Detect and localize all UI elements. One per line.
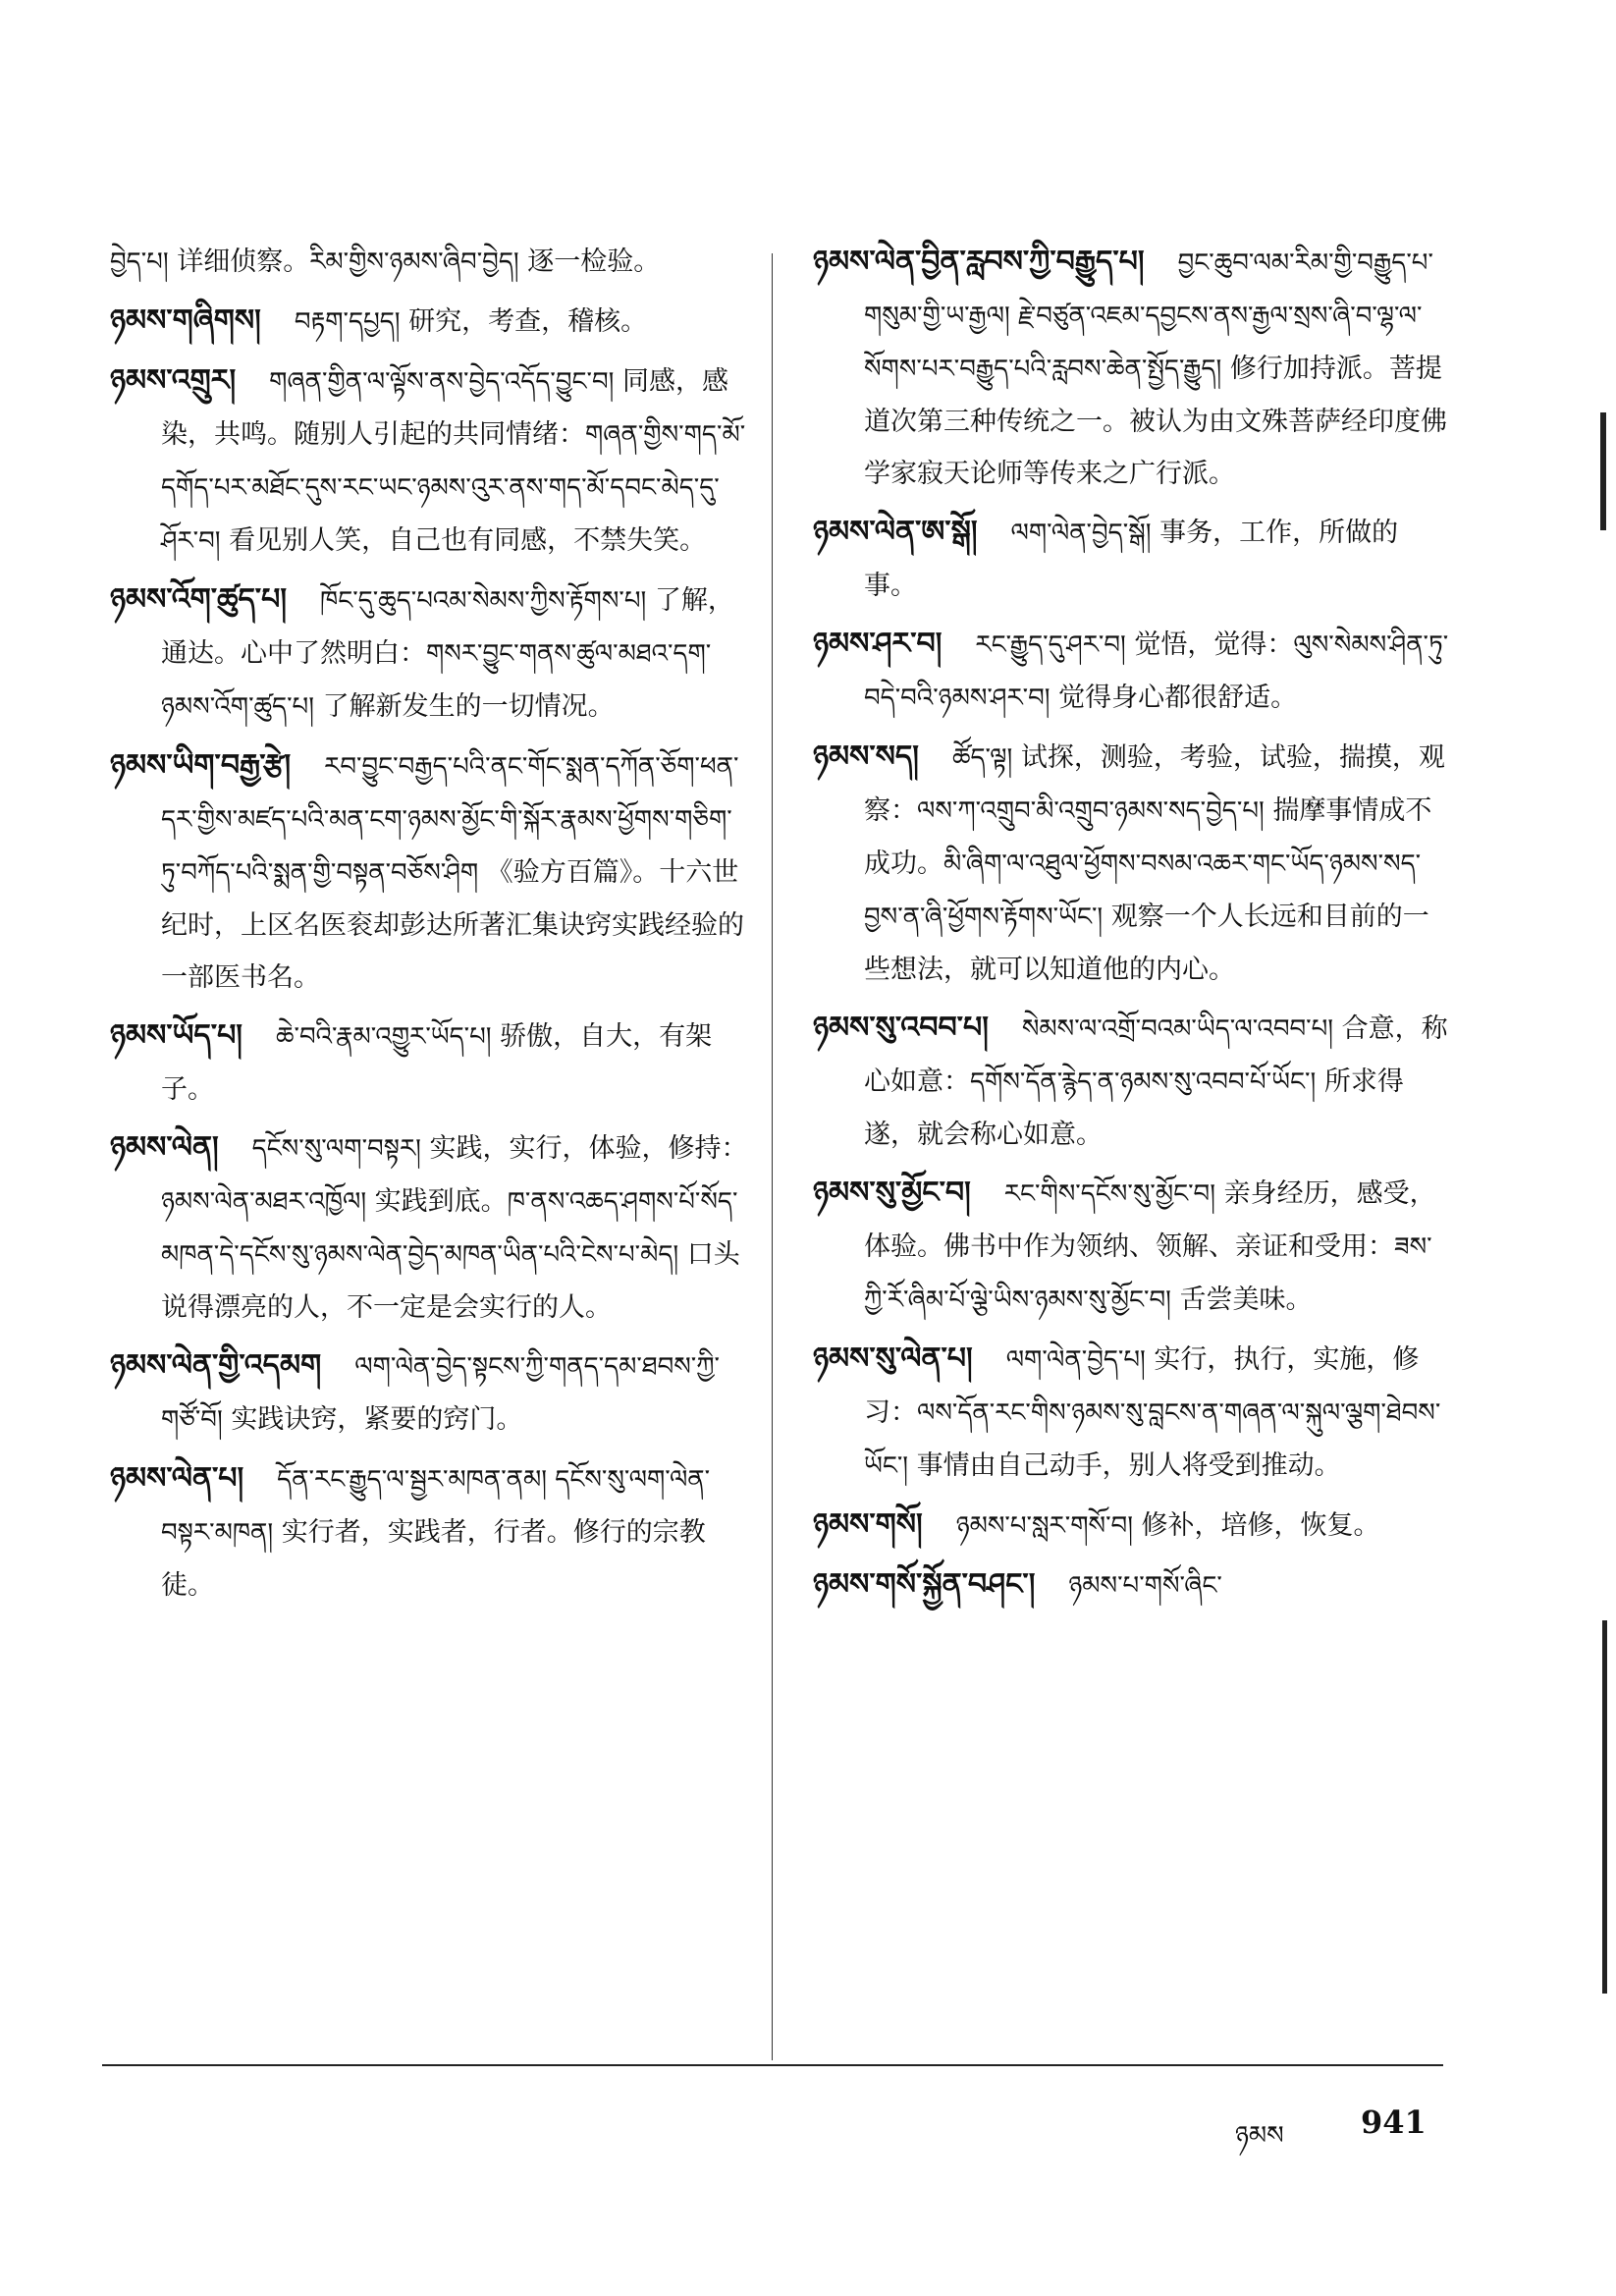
tibetan-text: ལས་དོན་རང་གིས་ཉམས་སུ་བླངས་ན་གཞན་ལ་སྐུལ་ལྕག་ཐེབས་ཡོང་། [864, 1398, 1441, 1481]
tibetan-text: ཚོད་ལྟ། [951, 743, 1013, 773]
chinese-text: 觉悟，觉得： [1125, 629, 1294, 660]
headword: ཉམས་ལེན་གྱི་འདམག [110, 1348, 322, 1383]
running-head: ཉམས [1235, 2121, 1284, 2151]
dictionary-entry [813, 236, 1451, 500]
headword: ཉམས་ལེན་བྱིན་རླབས་ཀྱི་བརྒྱུད་པ། [813, 245, 1145, 279]
headword: ཉམས་ཡོད་པ། [110, 1018, 242, 1053]
dictionary-entry [813, 1558, 1451, 1613]
footer-rule [102, 2064, 1443, 2066]
chinese-text: 合意，称心如意： [864, 1013, 1448, 1097]
headword: ཉམས་ལེན། [110, 1130, 219, 1165]
tibetan-text: བརྟག་དཔྱད། [294, 307, 401, 337]
dictionary-entry [813, 1002, 1451, 1161]
tibetan-text: ལུས་སེམས་ཤིན་ཏུ་བདེ་བའི་ཉམས་ཤར་བ། [864, 630, 1449, 713]
headword: ཉམས་སུ་འབབ་པ། [813, 1011, 989, 1045]
headword: ཉམས་སད། [813, 739, 919, 774]
dictionary-entry [813, 731, 1451, 996]
tibetan-text: དངོས་སུ་ལག་བསྟར། [251, 1134, 421, 1164]
dictionary-entry [110, 295, 748, 349]
tibetan-text: དགོས་དོན་རྙེད་ན་ཉམས་སུ་འབབ་པོ་ཡོང་། [970, 1067, 1317, 1097]
tibetan-text: མི་ཞིག་ལ་འཐུལ་ཕྱོགས་བསམ་འཆར་གང་ཡོད་ཉམས་སད་བྱས་ན་ཞི་ཕྱོགས་རྟོགས་ཡོང་། [864, 849, 1422, 932]
chinese-text: 看见别人笑，自己也有同感，不禁失笑。 [220, 525, 707, 556]
tibetan-text: ཆེ་བའི་རྣམ་འགྱུར་ཡོད་པ། [275, 1022, 492, 1052]
dictionary-entry [813, 506, 1451, 612]
edge-mark [1602, 1620, 1607, 1994]
dictionary-entry [813, 1499, 1451, 1553]
tibetan-text: རང་གིས་དངོས་སུ་མྱོང་བ། [1003, 1179, 1215, 1209]
headword: ཉམས་གཞིགས། [110, 303, 261, 338]
tibetan-text: རབ་བྱུང་བརྒྱད་པའི་ནང་གོང་སྨན་དཀོན་ཅོག་ཕན་དར་གྱིས་མཛད་པའི་མན་ངག་ཉམས་མྱོང་གི་སྐོར་རྣམས་ཕྱོགས་གཅིག་ཏུ་བཀོད་པའི་སྨན་གྱི་བསྟན་བཅོས་ཤིག [161, 752, 739, 888]
tibetan-text: གསར་བྱུང་གནས་ཚུལ་མཐའ་དག་ཉམས་འོག་ཚུད་པ། [161, 639, 712, 722]
edge-mark [1600, 412, 1606, 530]
tibetan-text: བྱེད་པ། [110, 247, 169, 277]
dictionary-entry [110, 355, 748, 568]
chinese-text: 亲身经历，感受，体验。佛书中作为领纳、领解、亲证和受用： [864, 1178, 1436, 1262]
chinese-text: 实行，执行，实施，修习： [864, 1344, 1420, 1428]
chinese-text: 逐一检验。 [518, 246, 661, 277]
chinese-text: 试探，测验，考验，试验，揣摸，观察： [864, 742, 1445, 826]
headword: ཉམས་འོག་ཚུད་པ། [110, 582, 287, 617]
tibetan-text: ཁ་ནས་འཆད་ཤགས་པོ་སོད་མཁན་དེ་དངོས་སུ་ཉམས་ལེན་བྱེད་མཁན་ཡིན་པའི་ངེས་པ་མེད། [161, 1187, 738, 1270]
tibetan-text: ལག་ལེན་བྱེད་པ། [1005, 1345, 1146, 1375]
dictionary-entry [110, 574, 748, 734]
tibetan-text: ཟས་ཀྱི་རོ་ཞིམ་པོ་ལྕེ་ཡིས་ཉམས་སུ་མྱོང་བ། [864, 1232, 1432, 1315]
tibetan-text: ཉམས་པ་གསོ་ཞིང་ [1068, 1571, 1222, 1601]
chinese-text: 骄傲，自大，有架子。 [161, 1021, 713, 1105]
tibetan-text: དོན་རང་རྒྱུད་ལ་སྦྱར་མཁན་ནམ། དངོས་སུ་ལག་ལེན་བསྟར་མཁན། [161, 1465, 711, 1548]
headword: ཉམས་གསོ། [813, 1507, 923, 1542]
headword: ཉམས་སུ་མྱོང་བ། [813, 1175, 971, 1210]
tibetan-text: རིམ་གྱིས་ཉམས་ཞིབ་བྱེད། [309, 247, 519, 277]
chinese-text: 揣摩事情成不成功。 [864, 795, 1432, 879]
headword: ཉམས་ལེན་ཨ་སྒོ། [813, 515, 978, 549]
dictionary-entry [110, 739, 748, 1004]
chinese-text: 研究，考查，稽核。 [400, 306, 648, 337]
chinese-text: 实践诀窍，紧要的窍门。 [222, 1404, 523, 1435]
tibetan-text: ཉམས་པ་སླར་གསོ་བ། [955, 1511, 1133, 1541]
chinese-text: 实践到底。 [366, 1186, 508, 1217]
dictionary-entry [110, 236, 748, 289]
chinese-text: 了解新发生的一切情况。 [314, 691, 615, 722]
dictionary-entry [813, 618, 1451, 725]
chinese-text: 《验方百篇》。十六世纪时，上区名医衮却彭达所著汇集诀窍实践经验的一部医书名。 [161, 857, 744, 993]
chinese-text: 实行者，实践者，行者。修行的宗教徒。 [161, 1517, 706, 1601]
headword: ཉམས་གསོ་སྐྱོན་བཤང་། [813, 1567, 1036, 1602]
tibetan-text: ལས་ཀ་འགྲུབ་མི་འགྲུབ་ཉམས་སད་བྱེད་པ། [917, 796, 1265, 826]
headword: ཉམས་སུ་ལེན་པ། [813, 1341, 973, 1376]
tibetan-text: བྱང་ཆུབ་ལམ་རིམ་གྱི་བརྒྱུད་པ་གསུམ་གྱི་ཡ་རྒྱལ། རྗེ་བཙུན་འཇམ་དབྱངས་ནས་རྒྱལ་སྲས་ཞི་བ་ལྷ་ལ་སོགས་པར་བརྒྱུད་པའི་རླབས་ཆེན་སྤྱོད་རྒྱུད། [864, 248, 1433, 384]
headword: ཉམས་ཤར་བ། [813, 627, 943, 661]
chinese-text: 实践，实行，体验，修持： [420, 1133, 748, 1164]
chinese-text: 了解，通达。心中了然明白： [161, 585, 734, 669]
tibetan-text: ལག་ལེན་བྱེད་སྒོ། [1010, 519, 1152, 548]
chinese-text: 口头说得漂亮的人，不一定是会实行的人。 [161, 1239, 740, 1323]
dictionary-entry [813, 1167, 1451, 1327]
tibetan-text: ཉམས་ལེན་མཐར་འཁྱོལ། [161, 1187, 367, 1217]
tibetan-text: ལག་ལེན་བྱེད་སྟངས་ཀྱི་གནད་དམ་ཐབས་ཀྱི་གཙོ་བོ། [161, 1352, 721, 1435]
dictionary-entry [813, 1333, 1451, 1493]
headword: ཉམས་ལེན་པ། [110, 1461, 244, 1496]
tibetan-text: གཞན་གྱིས་གད་མོ་དགོད་པར་མཐོང་དུས་རང་ཡང་ཉམས་འུར་ནས་གད་མོ་དབང་མེད་དུ་ཤོར་བ། [161, 420, 746, 556]
right-column [813, 236, 1451, 1618]
chinese-text: 观察一个人长远和目前的一些想法，就可以知道他的内心。 [864, 902, 1429, 985]
dictionary-entry [110, 1010, 748, 1116]
tibetan-text: ཁོང་དུ་ཆུད་པའམ་སེམས་ཀྱིས་རྟོགས་པ། [320, 586, 647, 616]
chinese-text: 觉得身心都很舒适。 [1050, 683, 1298, 713]
chinese-text: 所求得遂，就会称心如意。 [864, 1066, 1404, 1150]
chinese-text: 同感，感染，共鸣。随别人引起的共同情绪： [161, 366, 728, 450]
tibetan-text: གཞན་གྱིན་ལ་ལྟོས་ནས་བྱེད་འདོད་བྱུང་བ། [269, 367, 615, 397]
chinese-text: 修行加持派。菩提道次第三种传统之一。被认为由文殊菩萨经印度佛学家寂天论师等传来之广行派。 [864, 354, 1447, 489]
tibetan-text: རང་རྒྱུད་དུ་ཤར་བ། [975, 630, 1126, 660]
headword: ཉམས་འགྲུར། [110, 363, 237, 398]
left-column [110, 236, 748, 1617]
dictionary-entry [110, 1452, 748, 1612]
tibetan-text: སེམས་ལ་འགྲོ་བའམ་ཡིད་ལ་འབབ་པ། [1021, 1014, 1334, 1044]
headword: ཉམས་ཡིག་བརྒྱ་རྩེ། [110, 748, 292, 783]
chinese-text: 事情由自己动手，别人将受到推动。 [908, 1450, 1341, 1481]
chinese-text: 详细侦察。 [168, 246, 310, 277]
chinese-text: 修补，培修，恢复。 [1132, 1510, 1380, 1541]
column-divider [772, 253, 773, 2060]
page-number: 941 [1361, 2104, 1427, 2141]
dictionary-entry [110, 1121, 748, 1334]
chinese-text: 事务，工作，所做的事。 [864, 518, 1399, 601]
dictionary-entry [110, 1339, 748, 1447]
chinese-text: 舌尝美味。 [1170, 1285, 1313, 1315]
